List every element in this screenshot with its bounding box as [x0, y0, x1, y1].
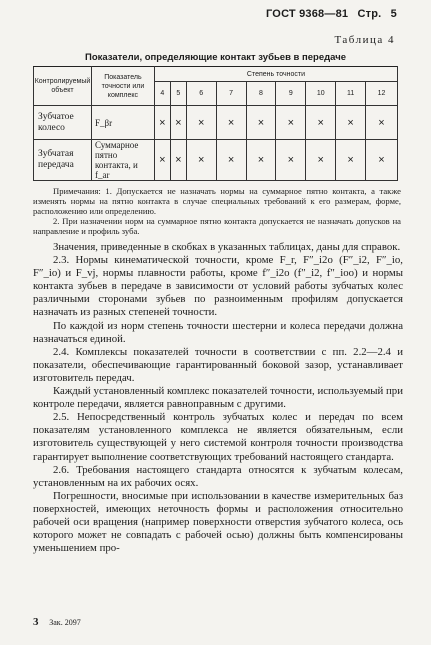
note-paragraph: Примечания: 1. Допускается не назначать нормы на суммарное пятно контакта, а также изменять нормы на пятно контакта в случае специальных требований к его размерам, форме, расположению или определению. — [33, 186, 401, 216]
table-row — [34, 140, 398, 181]
degree-cell: 10 — [306, 82, 336, 106]
mark-cell: × — [170, 140, 186, 181]
degree-cell: 8 — [246, 82, 276, 106]
degree-cell: 11 — [336, 82, 366, 106]
body-paragraph: Значения, приведенные в скобках в указанных таблицах, даны для справок. — [53, 241, 401, 253]
table-row — [34, 106, 398, 140]
body-paragraph: Каждый установленный комплекс показателей точности, используемый при контроле передачи, является равноправным с другими. — [33, 385, 403, 411]
degree-cell: 5 — [170, 82, 186, 106]
body-paragraph: 2.4. Комплексы показателей точности в соответствии с пп. 2.2—2.4 и показатели, обеспечивающие гарантированный боковой зазор, устанавливает изготовитель передач. — [33, 345, 403, 384]
mark-cell: × — [336, 140, 366, 181]
table-title: Показатели, определяющие контакт зубьев в передаче — [84, 52, 347, 63]
header-object: Контролируемый объект — [34, 67, 92, 106]
degree-cell: 9 — [276, 82, 306, 106]
mark-cell: × — [336, 106, 366, 140]
table-notes — [33, 186, 401, 236]
body-text — [33, 241, 403, 555]
degree-cell: 7 — [216, 82, 246, 106]
mark-cell: × — [216, 140, 246, 181]
body-paragraph: Погрешности, вносимые при использовании в качестве измерительных баз поверхностей, имеющих неточность формы и расположения относительно рабочей оси вращения (например поверхности отверстия зубчатого колеса, ось которого может не совпадать с рабочей осью) должны быть компенсированы уменьшением про- — [33, 489, 403, 555]
body-paragraph: 2.6. Требования настоящего стандарта относятся к зубчатым колесам, установленным на их рабочих осях. — [33, 463, 403, 489]
mark-cell: × — [246, 140, 276, 181]
note-paragraph: 2. При назначении норм на суммарное пятно контакта допускается не назначать допусков на направление и профиль зуба. — [33, 216, 401, 236]
page-header — [260, 8, 397, 20]
degree-cell: 6 — [186, 82, 216, 106]
body-paragraph: По каждой из норм степень точности шестерни и колеса передачи должна назначаться единой. — [33, 319, 403, 345]
mark-cell: × — [246, 106, 276, 140]
table-number: Таблица 4 — [334, 34, 395, 46]
mark-cell: × — [366, 140, 398, 181]
mark-cell: × — [170, 106, 186, 140]
mark-cell: × — [186, 140, 216, 181]
mark-cell: × — [154, 140, 170, 181]
row-object: Зубчатая передача — [34, 140, 92, 181]
page-footer — [33, 616, 81, 628]
row-object: Зубчатое колесо — [34, 106, 92, 140]
mark-cell: × — [276, 106, 306, 140]
mark-cell: × — [306, 106, 336, 140]
header-degree: Степень точности — [154, 67, 397, 82]
row-complex: Суммарное пятно контакта, и f_ar — [91, 140, 154, 181]
footer-page-number: 3 — [33, 616, 39, 628]
mark-cell: × — [154, 106, 170, 140]
row-complex: F_βr — [91, 106, 154, 140]
mark-cell: × — [366, 106, 398, 140]
mark-cell: × — [186, 106, 216, 140]
order-number: Зак. 2097 — [49, 618, 81, 627]
standard-number: ГОСТ 9368—81 — [266, 8, 349, 20]
body-paragraph: 2.5. Непосредственный контроль зубчатых колес и передач по всем показателям установленного комплекса не является обязательным, если изготовитель существующей у него системой контроля точности производства гарантирует выполнение соответствующих требований настоящего стандарта. — [33, 411, 403, 463]
header-complex: Показатель точности или комплекс — [91, 67, 154, 106]
body-paragraph: 2.3. Нормы кинематической точности, кроме F_r, F″_i2o (F″_i2, F″_io, F″_io) и F_vj, нормы плавности работы, кроме f″_i2o (f″_i2, f″_ioo) и нормы контакта зубьев в передаче в зависимости от условий работы зубчатых колес различными сторонами зубьев по разноименным профилям допускается назначать из разных степеней точности. — [33, 254, 403, 319]
mark-cell: × — [216, 106, 246, 140]
page-number: 5 — [390, 8, 397, 20]
page-label: Стр. — [357, 8, 382, 20]
degree-cell: 12 — [366, 82, 398, 106]
degree-cell: 4 — [154, 82, 170, 106]
mark-cell: × — [276, 140, 306, 181]
accuracy-table — [33, 66, 398, 181]
mark-cell: × — [306, 140, 336, 181]
